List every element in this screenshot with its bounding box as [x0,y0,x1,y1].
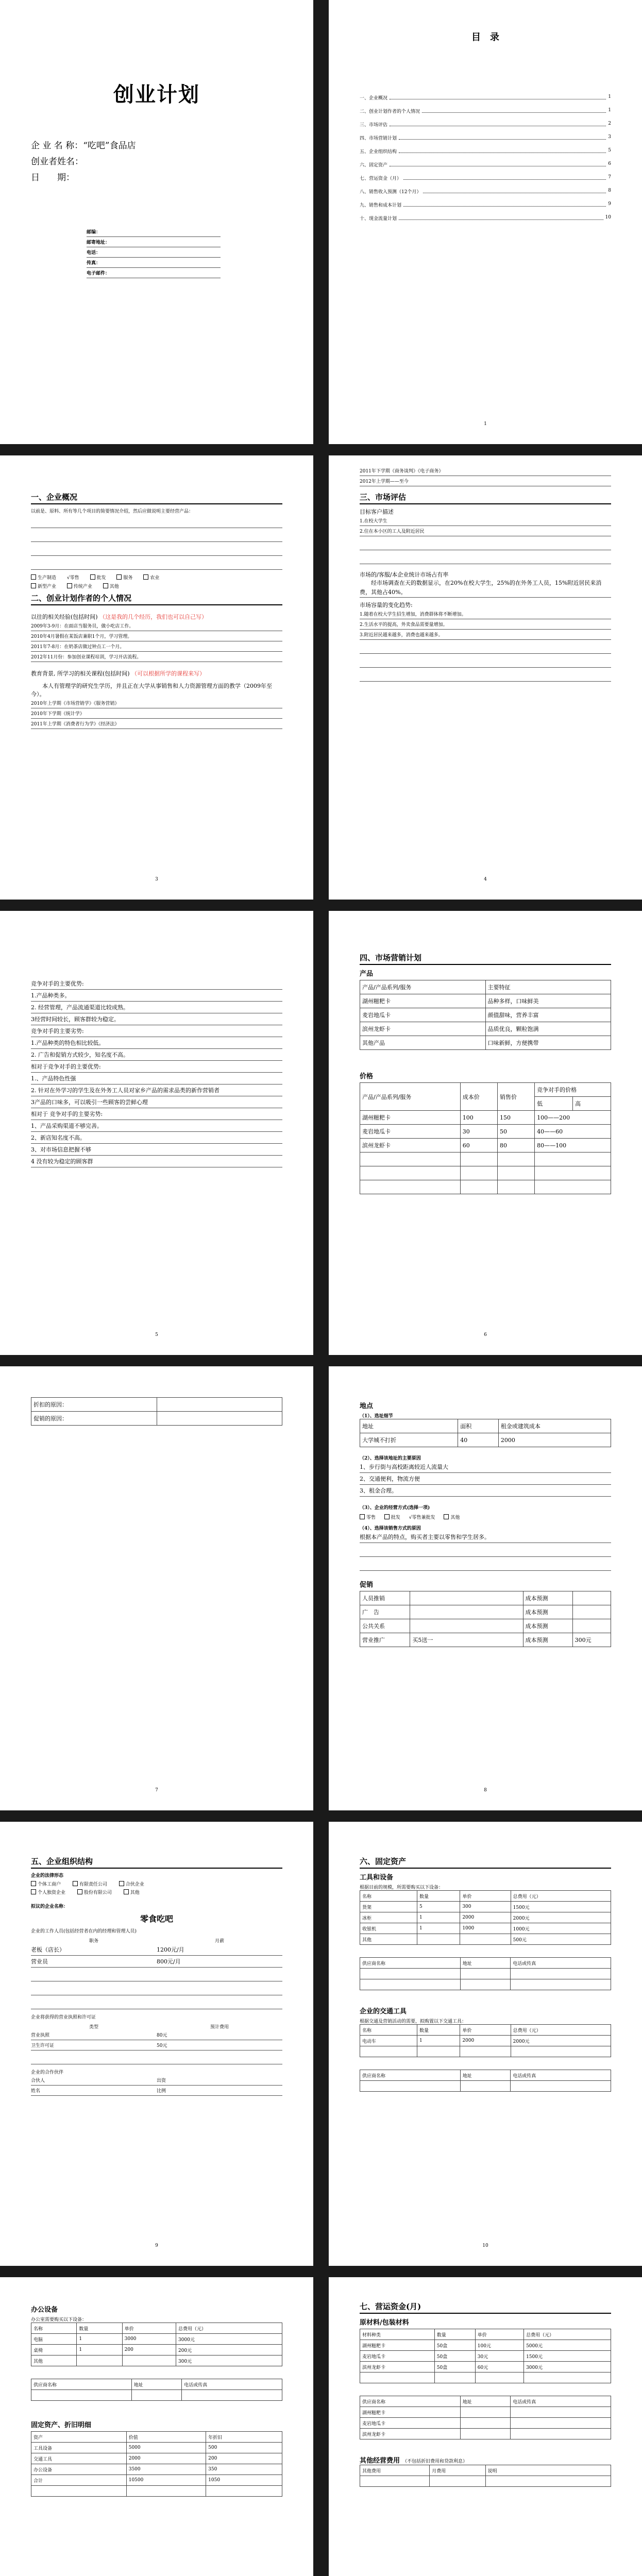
material-supplier-table: 供应商名称 地址 电话或传真 湖州糍粑卡 麦岩地瓜卡 滨州龙虾卡 [360,2396,611,2439]
toc-entry[interactable]: 一、企业概况 1 [360,94,611,101]
page-11: 办公设备 办公室需要购买以下设备： 名称 数量 单价 总费用（元） 电脑 1 3000 3000元 桌椅 1 200 200元 其他 300元 供应商名称 地址 电话或传真 固定资产、折旧明细 资产 价值 年折旧 工具设备 5000 500 交通工具 2000 200 办公设备 3500 350 合计 10500 1050 [0,2277,313,2576]
page-6: 四、市场营销计划 产品 产品/产品系列/服务 主要特征 湖州糍粑卡 品种多样，口味鲜美 麦岩地瓜卡 颜值甜味，营养丰富 滨州龙虾卡 品质优良，颗粒饱满 其他产品 口味新鲜，方便携带 价格 产品/产品系列/服务 成本价 销售价 竞争对手的价格 低 高 湖州糍粑卡 100 150 100——200 麦岩地瓜卡 30 50 40——60 滨州龙虾卡 60 80 80——100 6 [329,911,642,1355]
section-title: 六、固定资产 [360,1856,611,1869]
page-8: 地点 （1）、选址细节 地址 面积 租金或建筑成本 大学城不打折 40 2000 （2）、选择该地址的主要原因 1、步行街与高校距离较近人流量大 2、交通便利，物流方便 3、租金合理。 （3）、企业的经营方式(选择一项) 零售 批发 √零售兼批发 其他 （4）、选择该销售方式的原因 根据本产品的特点，购买者主要以零售和学生居多。 促销 人员推销 成本预测 广 告 成本预测 公共关系 成本预测 营业推广 买5送一 成本预测 300元 8 [329,1366,642,1810]
education-note: （可以根据所学的课程来写） [131,670,206,677]
contact-phone: 电话： [87,247,221,258]
page-5: 竞争对手的主要优势: 1.产品种类多。 2. 经营管理，产品流通渠道比较成熟。 3经营时间较长，顾客群较为稳定。 竞争对手的主要劣势: 1.产品种类的特色相比较低。 2. 广告和促销方式较少，知名度不高。 相对于竞争对手的主要优势: 1.、产品特色性强 2. 针对在外学习的学生及在外务工人员对家乡产品的需求品类的新作营销者 3产品的口味多，可以吸引一些顾客的尝鲜心理 相对于 竞争对手的主要劣势: 1、产品采购渠道不够完善。 2、新店知名度不高。 3、对市场信息把握不够 4 没有较为稳定的顾客群 5 [0,911,313,1355]
materials-table: 材料种类 数量 单价 总费用（元） 湖州糍粑卡 50盒 100元 5000元 麦岩地瓜卡 50盒 30元 1500元 滨州龙虾卡 50盒 60元 3000元 [360,2329,611,2383]
equipment-table: 名称 数量 单价 总费用（元） 货架 5 300 1500元 冰柜 1 2000 2000元 收银机 1 1000 1000元 其他 500元 [360,1890,611,1945]
discount-table: 折扣的原因： 促销的原因： [31,1397,282,1426]
contact-fax: 传真： [87,258,221,268]
section-title: 七、营运资金(月) [360,2301,611,2314]
toc-entry[interactable]: 二、创业计划作者的个人情况 1 [360,108,611,114]
founder-name: 创业者姓名： [31,157,83,167]
toc-entry[interactable]: 四、市场营销计划 3 [360,134,611,141]
contact-zip: 邮编： [87,227,221,237]
business-name: 零食吃吧 [140,1914,173,1924]
toc-entry[interactable]: 十、现金流量计划 10 [360,215,611,222]
cover-title: 创业计划 [113,83,200,107]
page-3: 一、企业概况 以前是、原料、所有等几个项目的简要情况介绍，然后应做说明主要经营产品： 生产制造 √零售 批发 服务 农业 新型产业 传统产业 其他 二、创业计划作者的个人情况 以往的相关经验(包括时间) （这是我的几个经历，我们也可以自己写） 2009年3-9月：在面店当服务员，做小吃店工作。 2010年4月暑假在某饭店兼职1个月，学习管理。 2011年7-8月：在奶茶店做过钟点工一个月。 2012年11月份：参加创业课程培训，学习开店流程。 教育背景, 所学习的相关课程(包括时间) （可以根据所学的课程来写） 本人有管理学的研究生学历，并且正在大学从事销售和人力资源管理方面的教学（2009年至今）。 2010年上学期《市场营销学》《服务营销》 2010年下学期《统计学》 2011年上学期《消费者行为学》《经济法》 3 [0,455,313,900]
office-equipment-table: 名称 数量 单价 总费用（元） 电脑 1 3000 3000元 桌椅 1 200 200元 其他 300元 [31,2323,282,2366]
supplier-table: 供应商名称 地址 电话或传真 [360,1957,611,1990]
section-desc: 以前是、原料、所有等几个项目的简要情况介绍，然后应做说明主要经营产品： [31,509,194,514]
page-number: 1 [484,421,487,427]
price-table: 产品/产品系列/服务 成本价 销售价 竞争对手的价格 低 高 湖州糍粑卡 100 150 100——200 麦岩地瓜卡 30 50 40——60 滨州龙虾卡 60 80 80——100 [360,1082,611,1194]
section-title: 一、企业概况 [31,492,282,504]
page-12: 七、营运资金(月) 原材料/包装材料 材料种类 数量 单价 总费用（元） 湖州糍粑卡 50盒 100元 5000元 麦岩地瓜卡 50盒 30元 1500元 滨州龙虾卡 50盒 60元 3000元 供应商名称 地址 电话或传真 湖州糍粑卡 麦岩地瓜卡 滨州龙虾卡 其他经营费用 （不包括折旧费用和贷款利息） 其他费用 月费用 说明 [329,2277,642,2576]
section-title: 三、市场评估 [360,492,611,504]
experience-title: 以往的相关经验(包括时间) [31,614,98,620]
toc-entry[interactable]: 九、销售和成本计划 9 [360,201,611,208]
vehicle-table: 名称 数量 单价 总费用（元） 电动车 1 2000 2000元 [360,2024,611,2057]
company-name: 企 业 名 称：“吃吧”食品店 [31,141,136,151]
cover-date: 日 期： [31,173,75,183]
toc-entry[interactable]: 七、营运资金（月） 7 [360,175,611,181]
page-toc [329,0,642,444]
fixed-assets-table: 资产 价值 年折旧 工具设备 5000 500 交通工具 2000 200 办公设备 3500 350 合计 10500 1050 [31,2431,282,2497]
page-10: 六、固定资产 工具和设备 根据目前的规模，所需要购买以下设备： 名称 数量 单价 总费用（元） 货架 5 300 1500元 冰柜 1 2000 2000元 收银机 1 1000 1000元 其他 500元 供应商名称 地址 电话或传真 企业的交通工具 根据交通及营销活动的需要，拟购置以下交通工具： 名称 数量 单价 总费用（元） 电动车 1 2000 2000元 供应商名称 地址 电话或传真 10 [329,1822,642,2266]
contact-email: 电子邮件： [87,268,221,278]
section-title: 二、创业计划作者的个人情况 [31,592,282,605]
section-title: 五、企业组织结构 [31,1856,282,1869]
page-7: 折扣的原因： 促销的原因： 7 [0,1366,313,1810]
page-9: 五、企业组织结构 企业的法律形态 个体工商户 有限责任公司 合伙企业 个人独资企业 股份有限公司 其他 拟议的企业名称： 零食吃吧 企业的工作人员(包括经营者在内的经理和管理人员) 职务 月薪 老板（店长） 1200元/月 营业员 800元/月 企业将获得的营业执照和许可证 类型 预计费用 营业执照 80元 卫生许可证 50元 企业的合作伙伴 合伙人 出资 姓名 比例 9 [0,1822,313,2266]
product-table: 产品/产品系列/服务 主要特征 湖州糍粑卡 品种多样，口味鲜美 麦岩地瓜卡 颜值甜味，营养丰富 滨州龙虾卡 品质优良，颗粒饱满 其他产品 口味新鲜，方便携带 [360,980,611,1050]
other-costs-table: 其他费用 月费用 说明 [360,2465,611,2487]
education-title: 教育背景, 所学习的相关课程(包括时间) [31,670,130,677]
toc-entry[interactable]: 六、固定资产 6 [360,161,611,168]
sales-mode-options[interactable]: 零售 批发 √零售兼批发 其他 [360,1514,611,1520]
toc-entry[interactable]: 八、销售收入预测（12个月） 8 [360,188,611,195]
office-supplier-table: 供应商名称 地址 电话或传真 [31,2379,282,2401]
toc-entry[interactable]: 五、企业组织结构 5 [360,148,611,155]
legal-form-options[interactable]: 个体工商户 有限责任公司 合伙企业 [31,1880,282,1887]
page-4: 2011年下学期《商务谈判》《电子商务》 2012年上学期——至今 三、市场评估 目标客户描述 1.在校大学生 2.住在本小区的工人及附近居民 市场的/客服/本企业统计市场占有率 经市场调查在天的数据显示，在20%在校大学生，25%的在外务工人员，15%附近居民来消费，其他占40%。 市场容量的变化趋势: 1.随着在校大学生招生增加，消费群体将不断增加。 2.生活水平的提高，外卖食品需要量增加。 3.附近居民越来越多，消费也越来越多。 4 [329,455,642,900]
contact-address: 邮寄地址： [87,237,221,247]
page-cover [0,0,313,444]
promotion-table: 人员推销 成本预测 广 告 成本预测 公共关系 成本预测 营业推广 买5送一 成本预测 300元 [360,1591,611,1647]
section-title: 四、市场营销计划 [360,952,611,965]
location-table: 地址 面积 租金或建筑成本 大学城不打折 40 2000 [360,1419,611,1447]
business-type-options[interactable]: 生产制造 √零售 批发 服务 农业 [31,574,282,581]
toc-entry[interactable]: 三、市场评估 2 [360,121,611,128]
vehicle-supplier-table: 供应商名称 地址 电话或传真 [360,2070,611,2092]
toc-title: 目 录 [471,32,499,43]
experience-note: （这是我的几个经历，我们也可以自己写） [99,614,208,620]
